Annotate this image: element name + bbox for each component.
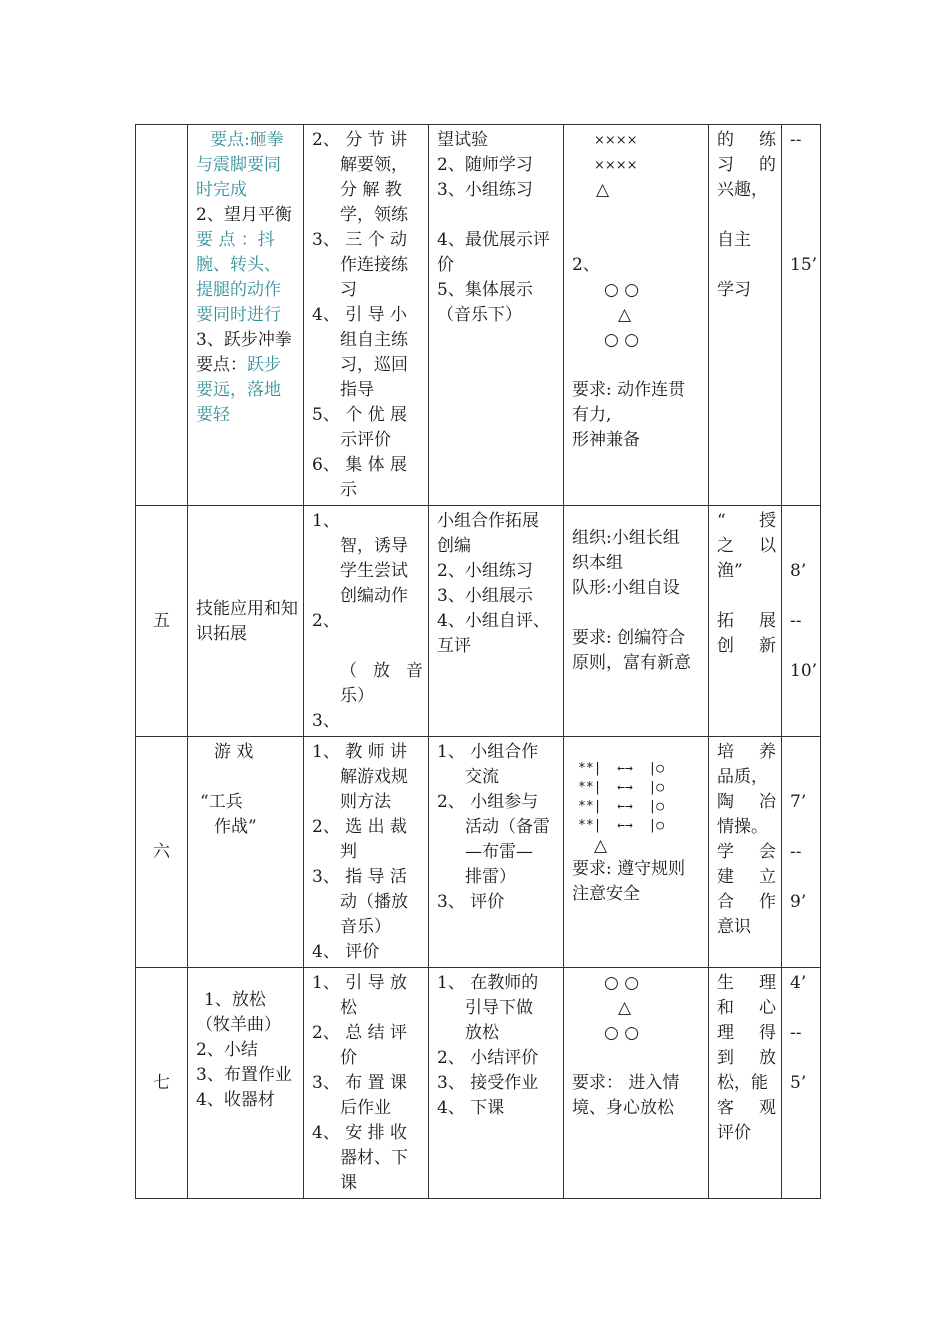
teacher-line: 3、: [312, 711, 340, 731]
requirement-line: 要求: 动作连贯: [572, 380, 686, 400]
student-line: 3、小组展示: [437, 586, 533, 606]
section-number: [136, 125, 188, 506]
student-line: 2、 小组参与: [437, 792, 539, 812]
teacher-line: 则方法: [340, 792, 391, 812]
intent-line: 自主: [717, 230, 751, 250]
teacher-marker: △: [618, 305, 632, 325]
game-formation-line: **| ←→ |○: [578, 780, 665, 795]
content-line: 时完成: [196, 180, 247, 200]
time-line: --: [790, 842, 802, 862]
spacer: [572, 203, 703, 228]
teacher-line: 3、 指 导 活: [312, 867, 408, 887]
student-line: 活动（备雷: [465, 817, 550, 837]
student-line: 创编: [437, 536, 471, 556]
spacer: [572, 1046, 703, 1071]
time-cell: [782, 506, 821, 737]
content-line: 与震脚要同: [196, 155, 281, 175]
content-line: 作战”: [214, 817, 257, 837]
content-line: 2、小结: [196, 1040, 258, 1060]
teacher-line: 4、 安 排 收: [312, 1123, 408, 1143]
requirement-line: 境、身心放松: [572, 1098, 674, 1118]
student-line: 1、 小组合作: [437, 742, 539, 762]
organization-cell: [564, 506, 709, 737]
content-line: 2、望月平衡: [196, 205, 292, 225]
content-line: 1、放松: [204, 990, 266, 1010]
requirement-line: 要求: 遵守规则: [572, 859, 686, 879]
teacher-line: （ 放 音: [340, 661, 423, 681]
intent-line: 到 放: [717, 1048, 776, 1068]
teacher-line: 示: [340, 480, 357, 500]
teacher-activity-cell: [304, 506, 429, 737]
teacher-activity-cell: [304, 737, 429, 968]
time-cell: [782, 968, 821, 1199]
spacer: [790, 584, 815, 609]
teacher-line: 3、 三 个 动: [312, 230, 408, 250]
intent-line: 创 新: [717, 636, 776, 656]
spacer: [790, 1046, 815, 1071]
spacer: [790, 178, 815, 203]
time-line: 9’: [790, 892, 807, 912]
content-line: 腕、转头、: [196, 255, 281, 275]
student-line: 望试验: [437, 130, 488, 150]
organization-cell: [564, 125, 709, 506]
student-line: —布雷—: [465, 842, 533, 862]
organization-line: 队形:小组自设: [572, 578, 680, 598]
spacer: [790, 996, 815, 1021]
time-line: 5’: [790, 1073, 807, 1093]
formation-line: ○ ○: [604, 973, 640, 993]
spacer: [790, 509, 815, 534]
teacher-line: 智，诱导: [340, 536, 408, 556]
content-line: 要同时进行: [196, 305, 281, 325]
spacer: [790, 534, 815, 559]
intent-line: 意识: [717, 917, 751, 937]
spacer: [196, 765, 298, 790]
content-text: 要点：: [196, 355, 247, 375]
teacher-line: 示评价: [340, 430, 391, 450]
formation-label: 2、: [572, 255, 600, 275]
formation-line: ○ ○: [604, 1023, 640, 1043]
student-line: 1、 在教师的: [437, 973, 539, 993]
student-line: 3、 接受作业: [437, 1073, 539, 1093]
content-text: 跃步: [247, 355, 281, 375]
student-line: 放松: [465, 1023, 499, 1043]
teacher-line: 学，领练: [340, 205, 408, 225]
intent-line: 评价: [717, 1123, 751, 1143]
teacher-line: 1、 教 师 讲: [312, 742, 408, 762]
content-line: “工兵: [200, 792, 243, 812]
teacher-marker: △: [596, 180, 610, 200]
content-line: 要远，落地: [196, 380, 281, 400]
intent-line: 学 会: [717, 842, 776, 862]
intent-line: 生 理: [717, 973, 776, 993]
requirement-line: 形神兼备: [572, 430, 640, 450]
teacher-marker: △: [594, 836, 608, 856]
section-number: 七: [136, 968, 188, 1199]
content-line: 4、收器材: [196, 1090, 275, 1110]
teacher-line: 1、 引 导 放: [312, 973, 408, 993]
formation-line: ××××: [594, 133, 638, 148]
game-formation-line: **| ←→ |○: [578, 799, 665, 814]
teacher-line: 解游戏规: [340, 767, 408, 787]
teacher-line: 3、 布 置 课: [312, 1073, 408, 1093]
formation-line: ××××: [594, 158, 638, 173]
intent-cell: [709, 737, 782, 968]
teacher-line: 习: [340, 280, 357, 300]
student-line: 2、随师学习: [437, 155, 533, 175]
teacher-line: 解要领，: [340, 155, 408, 175]
content-line: （牧羊曲）: [196, 1015, 281, 1035]
student-activity-cell: [429, 737, 564, 968]
teacher-line: 习，巡回: [340, 355, 408, 375]
table-row: [136, 968, 821, 1199]
spacer: [572, 601, 703, 626]
student-line: 小组合作拓展: [437, 511, 539, 531]
time-line: 4’: [790, 973, 807, 993]
spacer: [790, 865, 815, 890]
teacher-line: 判: [340, 842, 357, 862]
content-line: 提腿的动作: [196, 280, 281, 300]
teacher-line: 2、: [312, 611, 340, 631]
teacher-line: 乐）: [340, 686, 374, 706]
teacher-line: 2、 选 出 裁: [312, 817, 408, 837]
spacer: [790, 740, 815, 765]
section-number: 五: [136, 506, 188, 737]
content-line: 要点:砸拳: [210, 130, 284, 150]
student-activity-cell: [429, 506, 564, 737]
teacher-line: 4、 引 导 小: [312, 305, 408, 325]
intent-cell: [709, 506, 782, 737]
student-line: 4、小组自评、: [437, 611, 550, 631]
time-line: --: [790, 611, 802, 631]
formation-line: ○ ○: [604, 280, 640, 300]
student-activity-cell: [429, 968, 564, 1199]
student-line: 2、 小结评价: [437, 1048, 539, 1068]
student-line: 交流: [465, 767, 499, 787]
teacher-line: 器材、下: [340, 1148, 408, 1168]
student-line: 互评: [437, 636, 471, 656]
requirement-line: 原则，富有新意: [572, 653, 691, 673]
content-line: 3、跃步冲拳: [196, 330, 292, 350]
teacher-line: 指导: [340, 380, 374, 400]
teacher-line: 音乐）: [340, 917, 391, 937]
spacer: [312, 634, 423, 659]
teacher-line: 2、 分 节 讲: [312, 130, 408, 150]
spacer: [790, 765, 815, 790]
formation-line: ○ ○: [604, 330, 640, 350]
student-line: 2、小组练习: [437, 561, 533, 581]
spacer: [717, 203, 776, 228]
organization-cell: [564, 737, 709, 968]
teacher-marker: △: [618, 998, 632, 1018]
organization-line: 组织:小组长组: [572, 528, 680, 548]
teacher-line: 5、 个 优 展: [312, 405, 408, 425]
content-line: 3、布置作业: [196, 1065, 292, 1085]
content-cell: [188, 737, 304, 968]
intent-line: 建 立: [717, 867, 776, 887]
intent-cell: [709, 968, 782, 1199]
intent-line: “ 授: [717, 511, 776, 531]
spacer: [437, 203, 558, 228]
spacer: [717, 253, 776, 278]
requirement-line: 要求: 创编符合: [572, 628, 686, 648]
teacher-line: 课: [340, 1173, 357, 1193]
teacher-line: 4、 评价: [312, 942, 380, 962]
student-line: 3、 评价: [437, 892, 505, 912]
organization-line: 织本组: [572, 553, 623, 573]
time-line: 10’: [790, 661, 818, 681]
teacher-line: 2、 总 结 评: [312, 1023, 408, 1043]
intent-line: 兴趣，: [717, 180, 768, 200]
section-number: 六: [136, 737, 188, 968]
table-row: [136, 506, 821, 737]
student-line: 价: [437, 255, 454, 275]
requirement-line: 要求： 进入情: [572, 1073, 680, 1093]
intent-line: 情操。: [717, 817, 768, 837]
intent-cell: [709, 125, 782, 506]
time-line: 8’: [790, 561, 807, 581]
game-formation-line: **| ←→ |○: [578, 761, 665, 776]
requirement-line: 注意安全: [572, 884, 640, 904]
intent-line: 合 作: [717, 892, 776, 912]
spacer: [790, 634, 815, 659]
student-line: 3、小组练习: [437, 180, 533, 200]
time-cell: [782, 125, 821, 506]
intent-line: 之 以: [717, 536, 776, 556]
intent-line: 的 练: [717, 130, 776, 150]
organization-cell: [564, 968, 709, 1199]
teacher-line: 后作业: [340, 1098, 391, 1118]
content-text: 技能应用和知识拓展: [196, 598, 298, 644]
teacher-line: 作连接练: [340, 255, 408, 275]
game-formation-line: **| ←→ |○: [578, 818, 665, 833]
teacher-line: 分 解 教: [340, 180, 402, 200]
teacher-activity-cell: [304, 125, 429, 506]
time-cell: [782, 737, 821, 968]
teacher-line: 6、 集 体 展: [312, 455, 408, 475]
intent-line: 培 养: [717, 742, 776, 762]
requirement-line: 有力,: [572, 405, 612, 425]
time-line: --: [790, 130, 802, 150]
content-line: 要 点 ：抖: [196, 230, 275, 250]
intent-line: 拓 展: [717, 611, 776, 631]
spacer: [717, 584, 776, 609]
intent-line: 学习: [717, 280, 751, 300]
spacer: [572, 353, 703, 378]
student-activity-cell: [429, 125, 564, 506]
content-line: 要轻: [196, 405, 230, 425]
teacher-line: 价: [340, 1048, 357, 1068]
teacher-line: 松: [340, 998, 357, 1018]
spacer: [790, 203, 815, 228]
teacher-activity-cell: [304, 968, 429, 1199]
student-line: 4、最优展示评: [437, 230, 550, 250]
intent-line: 渔”: [717, 561, 743, 581]
intent-line: 松，能: [717, 1073, 768, 1093]
content-line: 游 戏: [214, 742, 254, 762]
spacer: [572, 228, 703, 253]
student-line: 5、集体展示: [437, 280, 533, 300]
time-line: --: [790, 1023, 802, 1043]
intent-line: 和 心: [717, 998, 776, 1018]
teacher-line: 动（播放: [340, 892, 408, 912]
spacer: [790, 153, 815, 178]
student-line: 排雷）: [465, 867, 516, 887]
teacher-line: 组自主练: [340, 330, 408, 350]
time-line: 7’: [790, 792, 807, 812]
spacer: [790, 228, 815, 253]
time-line: 15’: [790, 255, 818, 275]
spacer: [790, 815, 815, 840]
teacher-line: 创编动作: [340, 586, 408, 606]
intent-line: 品质，: [717, 767, 768, 787]
lesson-plan-table: [135, 124, 821, 1199]
teacher-line: 学生尝试: [340, 561, 408, 581]
intent-line: 习 的: [717, 155, 776, 175]
student-line: （音乐下）: [437, 305, 522, 325]
content-line: [196, 353, 298, 378]
intent-line: 理 得: [717, 1023, 776, 1043]
table-row: [136, 125, 821, 506]
table-row: [136, 737, 821, 968]
content-cell: [188, 968, 304, 1199]
intent-line: 客 观: [717, 1098, 776, 1118]
content-cell: [188, 125, 304, 506]
intent-line: 陶 冶: [717, 792, 776, 812]
student-line: 4、 下课: [437, 1098, 505, 1118]
content-cell: [188, 506, 304, 737]
teacher-line: 1、: [312, 511, 340, 531]
student-line: 引导下做: [465, 998, 533, 1018]
